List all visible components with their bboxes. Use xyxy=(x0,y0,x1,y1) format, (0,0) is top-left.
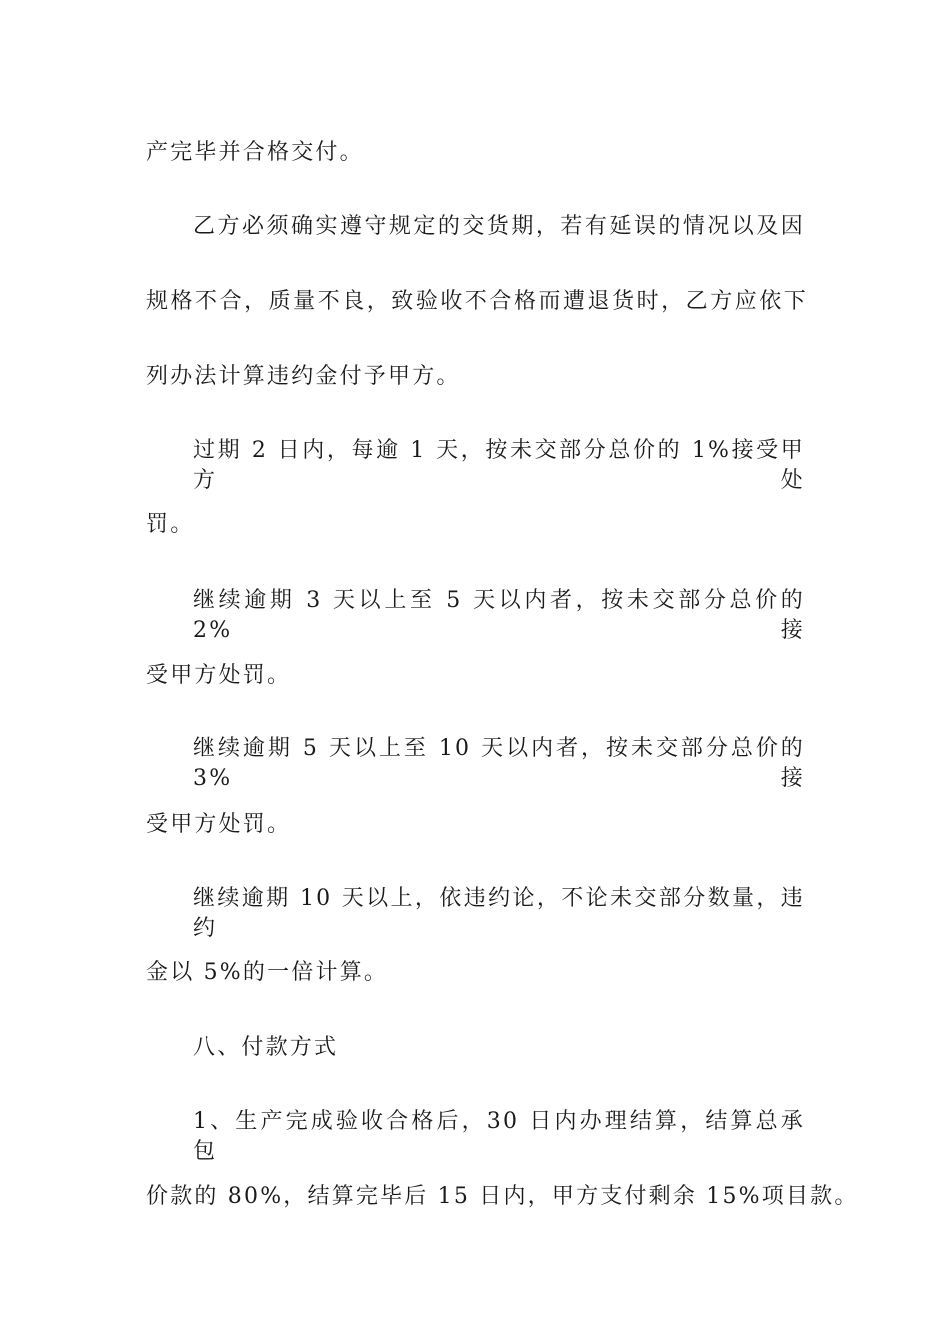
paragraph-line: 受甲方处罚。 xyxy=(146,812,292,837)
paragraph-line: 过期 2 日内，每逾 1 天，按未交部分总价的 1%接受甲方处 xyxy=(193,438,805,493)
paragraph-line: 罚。 xyxy=(146,512,195,537)
section-heading: 八、付款方式 xyxy=(193,1035,339,1060)
paragraph-line: 金以 5%的一倍计算。 xyxy=(146,960,389,985)
paragraph-line: 继续逾期 5 天以上至 10 天以内者，按未交部分总价的 3%接 xyxy=(193,736,805,791)
paragraph-line: 受甲方处罚。 xyxy=(146,663,292,688)
paragraph-line: 产完毕并合格交付。 xyxy=(146,140,364,165)
paragraph-line: 1、生产完成验收合格后，30 日内办理结算，结算总承包 xyxy=(193,1109,805,1164)
paragraph-line: 继续逾期 3 天以上至 5 天以内者，按未交部分总价的 2%接 xyxy=(193,588,805,643)
paragraph-line: 价款的 80%，结算完毕后 15 日内，甲方支付剩余 15%项目款。 xyxy=(146,1184,859,1209)
paragraph-line: 列办法计算违约金付予甲方。 xyxy=(146,364,461,389)
paragraph-line: 继续逾期 10 天以上，依违约论，不论未交部分数量，违约 xyxy=(193,886,805,941)
paragraph-line: 乙方必须确实遵守规定的交货期，若有延误的情况以及因 xyxy=(193,214,805,239)
paragraph-line: 规格不合，质量不良，致验收不合格而遭退货时，乙方应依下 xyxy=(146,289,808,314)
